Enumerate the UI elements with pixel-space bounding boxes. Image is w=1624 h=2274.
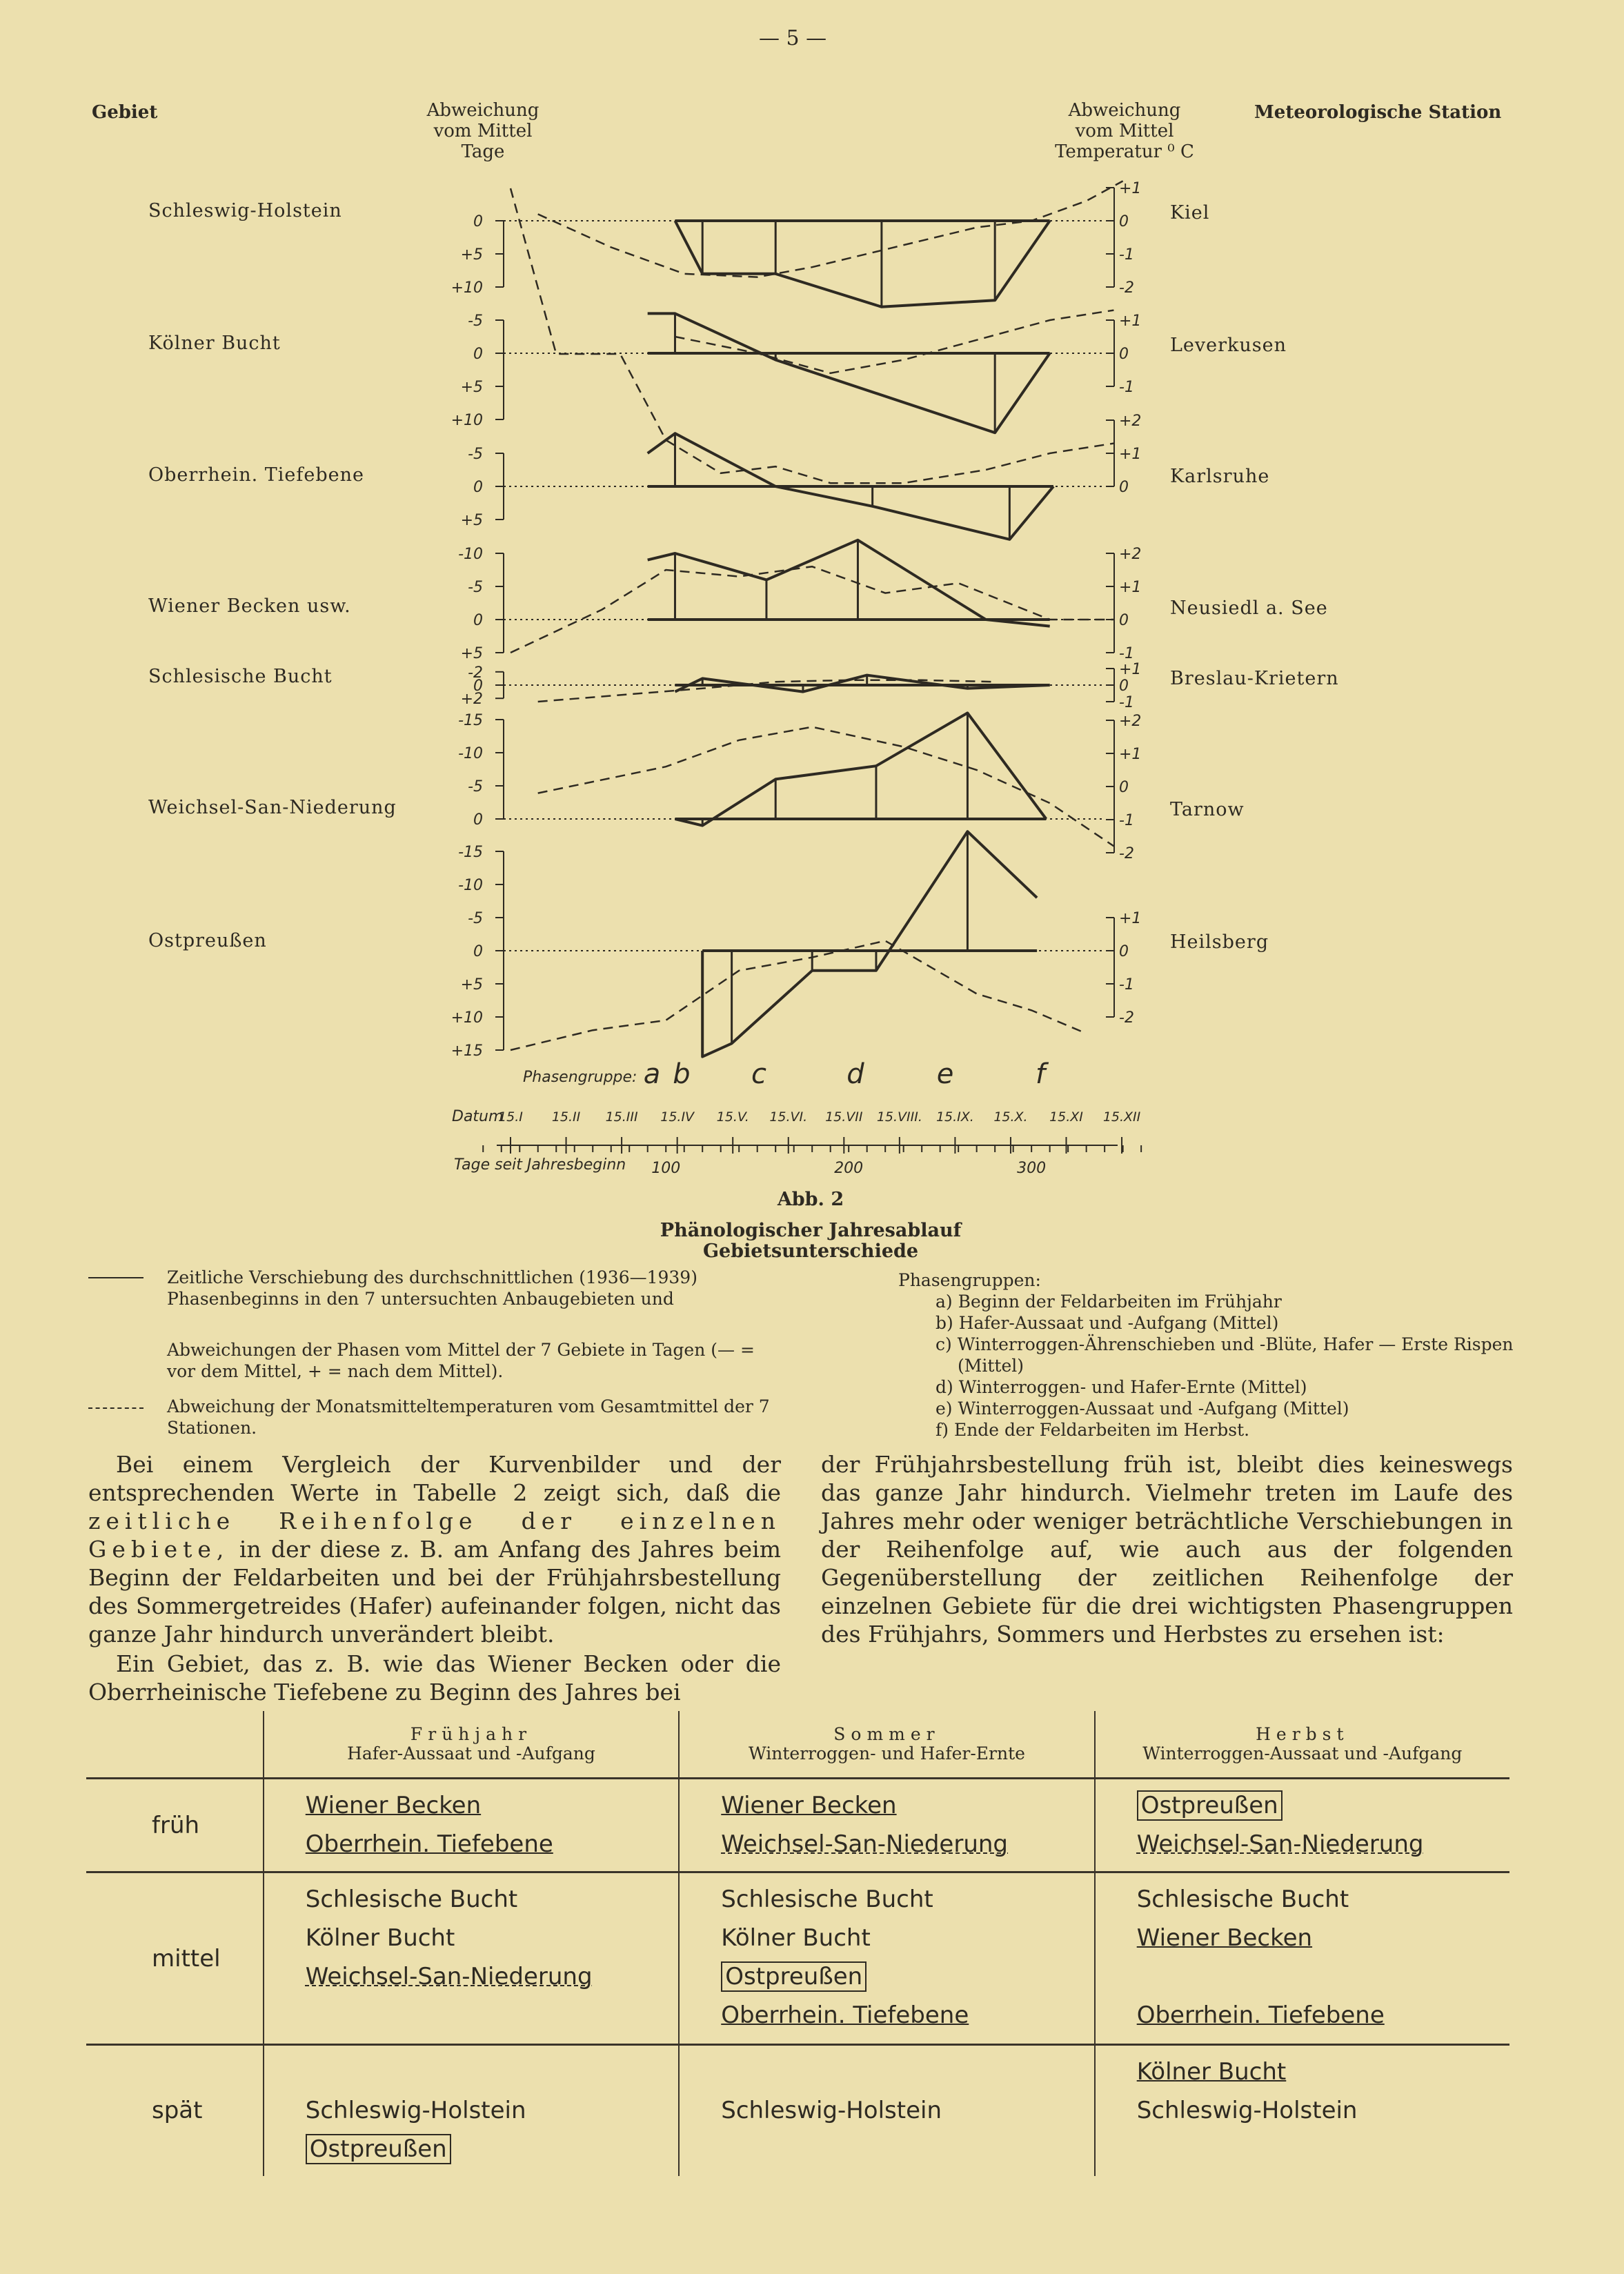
row-label: früh (86, 1779, 264, 1872)
axis-tick-label: -1 (1119, 812, 1134, 829)
station-label: Neusiedl a. See (1170, 597, 1328, 619)
comparison-table (86, 1711, 1509, 2176)
date-tick-label: 15.IX. (935, 1109, 974, 1125)
table-cell (679, 1872, 1094, 2045)
row-label: spät (86, 2045, 264, 2176)
axis-tick-label: 0 (1119, 612, 1129, 629)
axis-tick-label: 0 (473, 943, 483, 960)
axis-tick-label: +1 (1119, 180, 1142, 197)
cell-item: Weichsel-San-Niederung (1136, 1830, 1424, 1858)
legend-solid-line (88, 1277, 143, 1278)
tage-label: Tage seit Jahresbeginn (454, 1156, 626, 1174)
cell-item-boxed: Ostpreußen (306, 2134, 451, 2164)
axis-tick-label: +1 (1119, 446, 1142, 463)
cell-item-boxed: Ostpreußen (1137, 1790, 1283, 1821)
axis-tick-label: -1 (1119, 379, 1134, 396)
cell-item: Schleswig-Holstein (1136, 2097, 1358, 2124)
days-deviation-line (648, 540, 1050, 626)
axis-tick-label: -2 (468, 664, 483, 682)
table-cell (264, 1872, 679, 2045)
temperature-deviation-line (511, 566, 1113, 653)
header-dev-temp-line: Temperatur ⁰ C (1055, 141, 1194, 162)
axis-tick-label: 0 (1119, 479, 1129, 496)
axis-tick-label: +5 (460, 246, 483, 264)
axis-tick-label: +2 (1119, 546, 1142, 563)
phase-letter: c (751, 1058, 766, 1090)
days-deviation-line (675, 713, 1047, 825)
phase-letter: d (846, 1058, 864, 1090)
paragraph-text: in der diese z. B. am Anfang des Jahres beim Beginn der Feldarbeiten und bei der Frühjahrsbestellung des Sommergetreides (Hafer) aufeinander folgen, nicht das ganze Jahr hindurch unverändert bleibt. (88, 1536, 781, 1648)
axis-tick-label: +1 (1119, 313, 1142, 330)
phasengruppe-item: e) Winterroggen-Aussaat und -Aufgang (Mittel) (935, 1398, 1349, 1418)
header-dev-days-line: vom Mittel (433, 121, 533, 141)
col-sub: Winterroggen- und Hafer-Ernte (749, 1743, 1025, 1763)
days-deviation-line (675, 675, 1050, 692)
temperature-deviation-line (538, 727, 1114, 847)
cell-item: Wiener Becken (1136, 1924, 1313, 1952)
phase-letter: f (1035, 1058, 1046, 1090)
col-title: Herbst (1256, 1724, 1349, 1744)
axis-tick-label: -10 (458, 877, 483, 894)
days-deviation-line (648, 313, 1050, 433)
caption-subtitle: Gebietsunterschiede (702, 1240, 919, 1262)
region-label: Weichsel-San-Niederung (148, 797, 397, 818)
cell-item: Oberrhein. Tiefebene (721, 2001, 969, 2029)
axis-tick-label: -10 (458, 546, 483, 563)
table-cell (264, 2045, 679, 2176)
axis-tick-label: 0 (473, 479, 483, 496)
temperature-deviation-line (511, 941, 1087, 1050)
col-title: Frühjahr (410, 1724, 533, 1744)
phasengruppe-item: d) Winterroggen- und Hafer-Ernte (Mittel) (935, 1377, 1307, 1397)
cell-item-boxed: Ostpreußen (721, 1961, 867, 1992)
header-dev-days-line: Abweichung (426, 100, 539, 121)
cell-item: Kölner Bucht (721, 1924, 871, 1952)
axis-tick-label: -2 (1119, 1009, 1134, 1027)
days-deviation-line (675, 221, 1050, 307)
axis-tick-label: +5 (460, 645, 483, 662)
cell-item: Wiener Becken (305, 1792, 482, 1819)
axis-tick-label: +1 (1119, 579, 1142, 596)
axis-tick-label: -2 (1119, 279, 1134, 297)
page-number: — 5 — (759, 26, 827, 50)
axis-tick-label: -15 (458, 844, 483, 861)
phasengruppe-item: f) Ende der Feldarbeiten im Herbst. (935, 1420, 1250, 1440)
axis-tick-label: -1 (1119, 694, 1134, 711)
axis-tick-label: 0 (1119, 779, 1129, 796)
temperature-deviation-line (675, 310, 1114, 373)
legend-solid-text-2: Abweichungen der Phasen vom Mittel der 7 Gebiete in Tagen (— = vor dem Mittel, + = nach dem Mittel). (167, 1340, 755, 1381)
table-header (679, 1711, 1094, 1779)
axis-tick-label: 0 (1119, 943, 1129, 960)
header-dev-temp-line: Abweichung (1068, 100, 1181, 121)
table-cell (1095, 1872, 1509, 2045)
cell-item: Oberrhein. Tiefebene (1136, 2001, 1385, 2029)
axis-tick-label: +2 (1119, 413, 1142, 430)
axis-tick-label: -2 (1119, 845, 1134, 862)
phase-letter: e (936, 1058, 954, 1090)
date-tick-label: 15.VIII. (876, 1109, 922, 1125)
caption-abb: Abb. 2 (777, 1189, 844, 1210)
cell-item: Wiener Becken (721, 1792, 897, 1819)
station-label: Breslau-Krietern (1170, 668, 1339, 689)
col-sub: Winterroggen-Aussaat und -Aufgang (1142, 1743, 1463, 1763)
axis-tick-label: 0 (1119, 678, 1129, 695)
datum-label: Datum (452, 1108, 504, 1125)
table-cell (1095, 2045, 1509, 2176)
paragraph-text: Bei einem Vergleich der Kurvenbilder und der entsprechenden Werte in Tabelle 2 zeigt sich, daß die (88, 1451, 781, 1506)
axis-tick-label: -10 (458, 745, 483, 762)
legend-solid-text: Zeitliche Verschiebung des durchschnittlichen (1936—1939) Phasenbeginns in den 7 untersuchten Anbaugebieten und (167, 1267, 697, 1309)
date-tick-label: 15.IV (660, 1109, 695, 1125)
date-tick-label: 15.XII (1102, 1109, 1141, 1125)
phasengruppe-item: b) Hafer-Aussaat und -Aufgang (Mittel) (935, 1313, 1279, 1333)
header-station: Meteorologische Station (1254, 102, 1502, 123)
table-cell (1095, 1779, 1509, 1872)
axis-tick-label: -1 (1119, 246, 1134, 264)
table-header (264, 1711, 679, 1779)
emphasis-spaced: zeitliche Reihenfolge der einzelnen Gebiete, (88, 1507, 781, 1563)
days-deviation-line (702, 831, 1037, 1056)
header-dev-days-line: Tage (461, 141, 505, 162)
axis-tick-label: +2 (460, 691, 483, 709)
tage-tick-label: 300 (1017, 1160, 1047, 1177)
phasengruppe-item: c) Winterroggen-Ährenschieben und -Blüte, Hafer — Erste Rispen (Mittel) (935, 1334, 1514, 1376)
date-tick-label: 15.X. (993, 1109, 1028, 1125)
body-right-column: der Frühjahrsbestellung früh ist, bleibt dies keineswegs das ganze Jahr hindurch. Vielmehr treten im Laufe des Jahres mehr oder weniger beträchtliche Verschiebungen in der Reihenfolge auf, wie auch aus der folgenden Gegenüberstellung der zeitlichen Reihenfolge der einzelnen Gebiete für die drei wichtigsten Phasengruppen des Frühjahrs, Sommers und Herbstes zu ersehen ist: (821, 1451, 1513, 1648)
temperature-deviation-line (511, 188, 1113, 483)
cell-item: Weichsel-San-Niederung (305, 1963, 593, 1990)
legend-dash-line (88, 1407, 143, 1409)
axis-tick-label: 0 (473, 612, 483, 629)
header-gebiet: Gebiet (92, 102, 158, 123)
date-tick-label: 15.V. (716, 1109, 749, 1125)
date-tick-label: 15.VI. (769, 1109, 808, 1125)
axis-tick-label: +15 (450, 1042, 483, 1060)
table-cell (679, 2045, 1094, 2176)
header-dev-temp-line: vom Mittel (1075, 121, 1174, 141)
cell-item: Schleswig-Holstein (721, 2097, 942, 2124)
axis-tick-label: -5 (468, 446, 483, 463)
station-label: Tarnow (1170, 799, 1245, 820)
phasengruppen-list (935, 1291, 1522, 1441)
cell-item: Schlesische Bucht (1136, 1886, 1349, 1913)
body-left-column (88, 1450, 781, 1706)
region-label: Wiener Becken usw. (148, 595, 351, 617)
cell-item: Kölner Bucht (305, 1924, 455, 1952)
table-header-corner (86, 1711, 264, 1779)
paragraph: Ein Gebiet, das z. B. wie das Wiener Becken oder die Oberrheinische Tiefebene zu Beginn des Jahres bei (88, 1650, 781, 1706)
axis-tick-label: 0 (473, 678, 483, 695)
axis-tick-label: -5 (468, 579, 483, 596)
cell-item (721, 2053, 1084, 2091)
phasengruppen-title: Phasengruppen: (898, 1270, 1041, 1290)
table-cell (264, 1779, 679, 1872)
paragraph (88, 1450, 781, 1648)
cell-item: Schlesische Bucht (305, 1886, 518, 1913)
axis-tick-label: +10 (450, 412, 483, 429)
date-tick-label: 15.II (551, 1109, 581, 1125)
col-sub: Hafer-Aussaat und -Aufgang (347, 1743, 595, 1763)
axis-tick-label: +5 (460, 512, 483, 529)
axis-tick-label: -5 (468, 313, 483, 330)
date-tick-label: 15.VII (825, 1109, 863, 1125)
axis-tick-label: +5 (460, 976, 483, 993)
cell-item: Schlesische Bucht (721, 1886, 933, 1913)
date-tick-label: 15.III (605, 1109, 638, 1125)
axis-tick-label: +1 (1119, 910, 1142, 927)
temperature-deviation-line (538, 181, 1123, 277)
axis-tick-label: +1 (1119, 661, 1142, 678)
station-label: Kiel (1170, 202, 1210, 224)
date-tick-label: 15.XI (1049, 1109, 1083, 1125)
axis-tick-label: -15 (458, 712, 483, 729)
axis-tick-label: 0 (1119, 346, 1129, 363)
axis-tick-label: -1 (1119, 976, 1134, 993)
phase-letter: a (643, 1058, 661, 1090)
row-label: mittel (86, 1872, 264, 2045)
axis-tick-label: 0 (473, 811, 483, 829)
table-header (1095, 1711, 1509, 1779)
cell-item: Kölner Bucht (1136, 2058, 1287, 2086)
phase-letter: b (673, 1058, 691, 1090)
phasengruppe-label: Phasengruppe: (523, 1069, 637, 1086)
cell-item: Schleswig-Holstein (305, 2097, 526, 2124)
axis-tick-label: +1 (1119, 746, 1142, 763)
axis-tick-label: +10 (450, 279, 483, 297)
phasengruppe-item: a) Beginn der Feldarbeiten im Frühjahr (935, 1292, 1282, 1312)
region-label: Schlesische Bucht (148, 666, 333, 687)
axis-tick-label: +2 (1119, 713, 1142, 730)
axis-tick-label: 0 (473, 346, 483, 363)
axis-tick-label: +10 (450, 1009, 483, 1027)
axis-tick-label: 0 (473, 213, 483, 230)
tage-tick-label: 100 (651, 1160, 681, 1177)
date-tick-label: 15.I (498, 1109, 523, 1125)
region-label: Ostpreußen (148, 930, 267, 951)
col-title: Sommer (833, 1724, 940, 1744)
axis-tick-label: -5 (468, 778, 483, 795)
caption-title: Phänologischer Jahresablauf (660, 1220, 962, 1241)
legend-dash-text: Abweichung der Monatsmitteltemperaturen vom Gesamtmittel der 7 Stationen. (167, 1396, 770, 1438)
region-label: Oberrhein. Tiefebene (148, 464, 364, 486)
cell-item: Oberrhein. Tiefebene (305, 1830, 553, 1858)
axis-tick-label: 0 (1119, 213, 1129, 230)
cell-item: Weichsel-San-Niederung (721, 1830, 1009, 1858)
axis-tick-label: -5 (468, 910, 483, 927)
station-label: Karlsruhe (1170, 466, 1270, 487)
region-label: Schleswig-Holstein (148, 200, 342, 221)
axis-tick-label: -1 (1119, 645, 1134, 662)
region-label: Kölner Bucht (148, 333, 281, 354)
cell-item (1137, 1957, 1500, 1996)
tage-tick-label: 200 (834, 1160, 864, 1177)
axis-tick-label: +5 (460, 379, 483, 396)
cell-item (306, 2053, 669, 2091)
table-cell (679, 1779, 1094, 1872)
station-label: Leverkusen (1170, 335, 1287, 356)
station-label: Heilsberg (1170, 931, 1269, 953)
